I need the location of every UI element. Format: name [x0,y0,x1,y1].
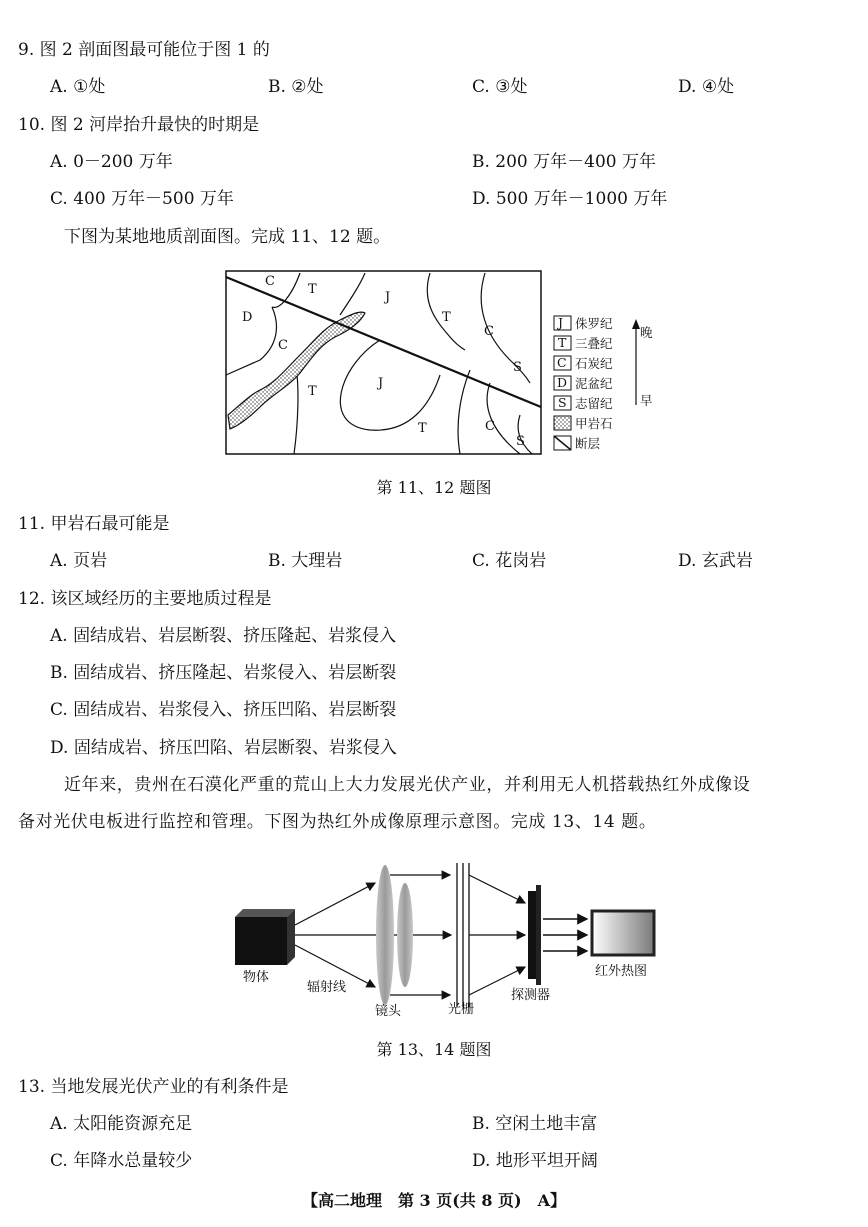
ray-upper [295,883,375,925]
intro-13-14-line1: 近年来，贵州在石漠化严重的荒山上大力发展光伏产业，并利用无人机搭载热红外成像设 [64,775,751,795]
region-label: C [484,324,494,339]
svg-text:C: C [557,355,567,370]
q11-option-b[interactable]: B. 大理岩 [268,551,343,571]
q13-option-c[interactable]: C. 年降水总量较少 [50,1151,193,1171]
q11-option-c[interactable]: C. 花岗岩 [472,551,547,571]
legend-early: 早 [640,393,653,408]
q12-option-c[interactable]: C. 固结成岩、岩浆侵入、挤压凹陷、岩层断裂 [50,700,397,720]
region-label: T [442,310,451,325]
label-rays: 辐射线 [307,980,347,995]
q9-option-c[interactable]: C. ③处 [472,77,528,97]
q10-option-b[interactable]: B. 200 万年－400 万年 [472,152,657,172]
label-object: 物体 [243,970,270,985]
q11-option-a[interactable]: A. 页岩 [50,551,108,571]
infrared-imaging-figure [225,855,665,1023]
svg-text:断层: 断层 [575,436,601,451]
label-detector: 探测器 [511,988,551,1003]
q10-option-c[interactable]: C. 400 万年－500 万年 [50,189,234,209]
grating [457,863,469,1007]
lens-small [397,883,413,987]
q12-option-a[interactable]: A. 固结成岩、岩层断裂、挤压隆起、岩浆侵入 [50,626,397,646]
region-label: T [308,282,317,297]
thermal-image-screen [592,911,654,955]
svg-text:三叠纪: 三叠纪 [575,336,613,351]
q9-option-d[interactable]: D. ④处 [678,77,735,97]
detector [528,891,536,979]
q9-option-b[interactable]: B. ②处 [268,77,324,97]
svg-text:S: S [558,395,567,410]
region-label: D [242,310,253,325]
q12-option-b[interactable]: B. 固结成岩、挤压隆起、岩浆侵入、岩层断裂 [50,663,397,683]
lens-large [376,865,394,1005]
label-grating: 光栅 [448,1002,475,1017]
question-11-stem: 11. 甲岩石最可能是 [18,514,170,534]
legend-swatch-intrusion [554,416,571,430]
svg-text:志留纪: 志留纪 [575,396,613,411]
region-label: C [265,274,275,289]
question-12-stem: 12. 该区域经历的主要地质过程是 [18,589,272,609]
svg-text:J: J [558,315,564,330]
svg-text:T: T [558,335,567,350]
object-cube [235,909,295,965]
q13-option-a[interactable]: A. 太阳能资源充足 [50,1114,193,1134]
svg-text:侏罗纪: 侏罗纪 [575,316,613,331]
question-10-stem: 10. 图 2 河岸抬升最快的时期是 [18,115,260,135]
region-label: C [278,338,288,353]
page-footer: 【高二地理 第 3 页(共 8 页) A】 [301,1191,567,1210]
region-label: S [516,434,525,449]
svg-text:石炭纪: 石炭纪 [575,356,613,371]
legend-late: 晚 [640,325,653,340]
region-label: J [385,290,391,305]
q12-option-d[interactable]: D. 固结成岩、挤压凹陷、岩层断裂、岩浆侵入 [50,738,397,758]
region-label: C [485,419,495,434]
svg-text:D: D [557,375,568,390]
q9-option-a[interactable]: A. ①处 [50,77,106,97]
region-label: T [418,421,427,436]
label-thermal-image: 红外热图 [595,964,648,979]
region-label: J [378,376,384,391]
q13-option-b[interactable]: B. 空闲土地丰富 [472,1114,598,1134]
figure-caption-11-12: 第 11、12 题图 [376,478,492,497]
question-9-stem: 9. 图 2 剖面图最可能位于图 1 的 [18,40,270,60]
q11-option-d[interactable]: D. 玄武岩 [678,551,753,571]
geologic-section-figure [220,265,670,460]
region-label: T [308,384,317,399]
svg-text:甲岩石: 甲岩石 [575,416,613,431]
q13-option-d[interactable]: D. 地形平坦开阔 [472,1151,598,1171]
q10-option-d[interactable]: D. 500 万年－1000 万年 [472,189,668,209]
intro-13-14-line2: 备对光伏电板进行监控和管理。下图为热红外成像原理示意图。完成 13、14 题。 [18,812,657,832]
q10-option-a[interactable]: A. 0－200 万年 [50,152,173,172]
section-legend [554,315,653,451]
label-lens: 镜头 [375,1004,402,1019]
figure-caption-13-14: 第 13、14 题图 [376,1040,492,1059]
region-label: S [513,360,522,375]
question-13-stem: 13. 当地发展光伏产业的有利条件是 [18,1077,289,1097]
svg-text:泥盆纪: 泥盆纪 [575,376,613,391]
intro-11-12: 下图为某地地质剖面图。完成 11、12 题。 [64,227,391,247]
